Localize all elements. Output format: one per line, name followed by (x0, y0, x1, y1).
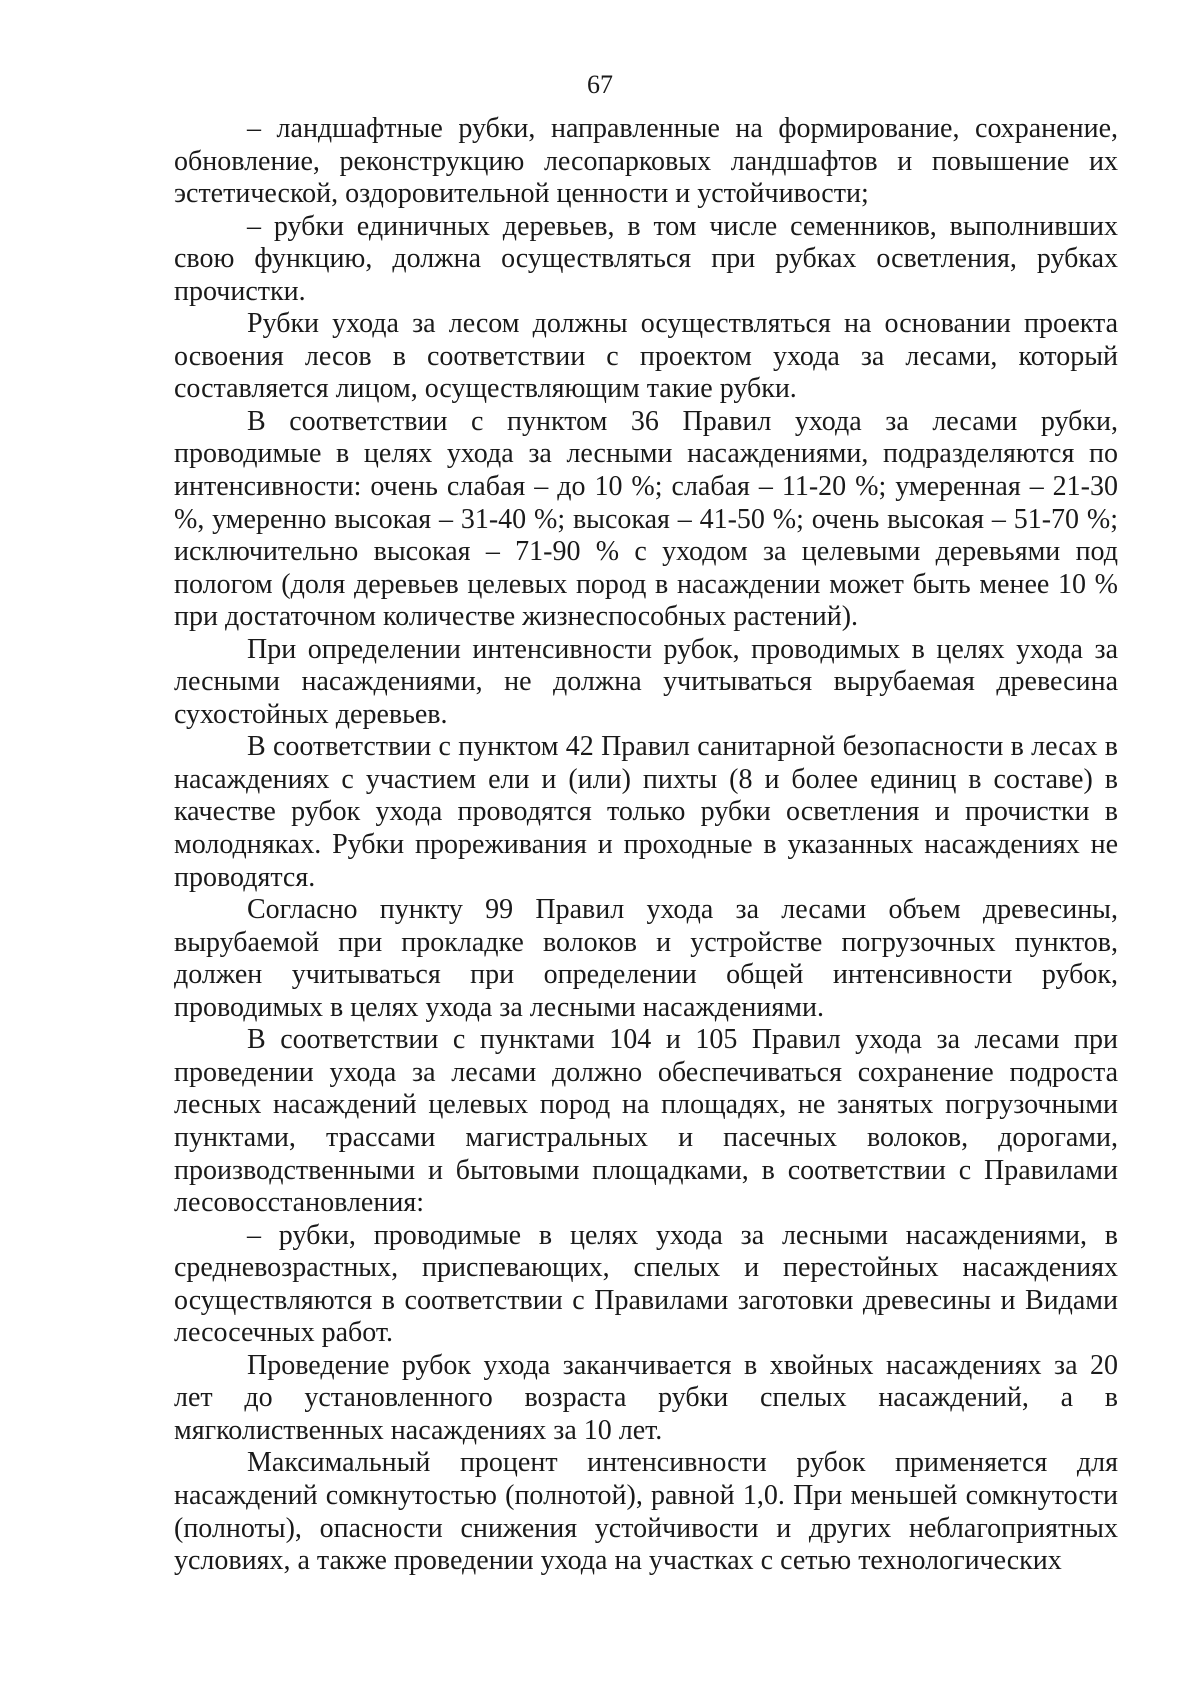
paragraph-maximum-intensity: Максимальный процент интенсивности рубок применяется для насаждений сомкнутостью (полнотой), равной 1,0. При меньшей сомкнутости (полноты), опасности снижения устойчивости и других неблагоприятных условиях, а также проведении ухода на участках с сетью технологических (174, 1447, 1118, 1577)
paragraph-single-tree-cuttings: – рубки единичных деревьев, в том числе семенников, выполнивших свою функцию, должна осуществляться при рубках осветления, рубках прочистки. (174, 210, 1118, 307)
paragraph-mature-stands: – рубки, проводимые в целях ухода за лесными насаждениями, в средневозрастных, приспевающих, спелых и перестойных насаждениях осуществляются в соответствии с Правилами заготовки древесины и Видами лесосечных работ. (174, 1219, 1118, 1349)
paragraph-dead-wood-exclusion: При определении интенсивности рубок, проводимых в целях ухода за лесными насаждениями, не должна учитываться вырубаемая древесина сухостойных деревьев. (174, 633, 1118, 730)
paragraph-intensity-classes: В соответствии с пунктом 36 Правил ухода за лесами рубки, проводимые в целях ухода за лесными насаждениями, подразделяются по интенсивности: очень слабая – до 10 %; слабая – 11-20 %; умеренная – 21-30 %, умеренно высокая – 31-40 %; высокая – 41-50 %; очень высокая – 51-70 %; исключительно высокая – 71-90 % с уходом за целевыми деревьями под пологом (доля деревьев целевых пород в насаждении может быть менее 10 % при достаточном количестве жизнеспособных растений). (174, 405, 1118, 633)
paragraph-forest-care-project: Рубки ухода за лесом должны осуществляться на основании проекта освоения лесов в соответствии с проектом ухода за лесами, который составляется лицом, осуществляющим такие рубки. (174, 308, 1118, 405)
body-text (174, 113, 1118, 1578)
paragraph-skid-trail-volume: Согласно пункту 99 Правил ухода за лесами объем древесины, вырубаемой при прокладке волоков и устройстве погрузочных пунктов, должен учитываться при определении общей интенсивности рубок, проводимых в целях ухода за лесными насаждениями. (174, 894, 1118, 1023)
paragraph-spruce-fir-stands: В соответствии с пунктом 42 Правил санитарной безопасности в лесах в насаждениях с участием ели и (или) пихты (8 и более единиц в составе) в качестве рубок ухода проводятся только рубки осветления и прочистки в молодняках. Рубки прореживания и проходные в указанных насаждениях не проводятся. (174, 731, 1118, 893)
page-number: 67 (587, 70, 613, 99)
paragraph-care-completion: Проведение рубок ухода заканчивается в хвойных насаждениях за 20 лет до установленного возраста рубки спелых насаждений, а в мягколиственных насаждениях за 10 лет. (174, 1349, 1118, 1446)
paragraph-landscape-cuttings: – ландшафтные рубки, направленные на формирование, сохранение, обновление, реконструкцию лесопарковых ландшафтов и повышение их эстетической, оздоровительной ценности и устойчивости; (174, 113, 1118, 210)
paragraph-undergrowth-preservation: В соответствии с пунктами 104 и 105 Правил ухода за лесами при проведении ухода за лесами должно обеспечиваться сохранение подроста лесных насаждений целевых пород на площадях, не занятых погрузочными пунктами, трассами магистральных и пасечных волоков, дорогами, производственными и бытовыми площадками, в соответствии с Правилами лесовосстановления: (174, 1024, 1118, 1219)
